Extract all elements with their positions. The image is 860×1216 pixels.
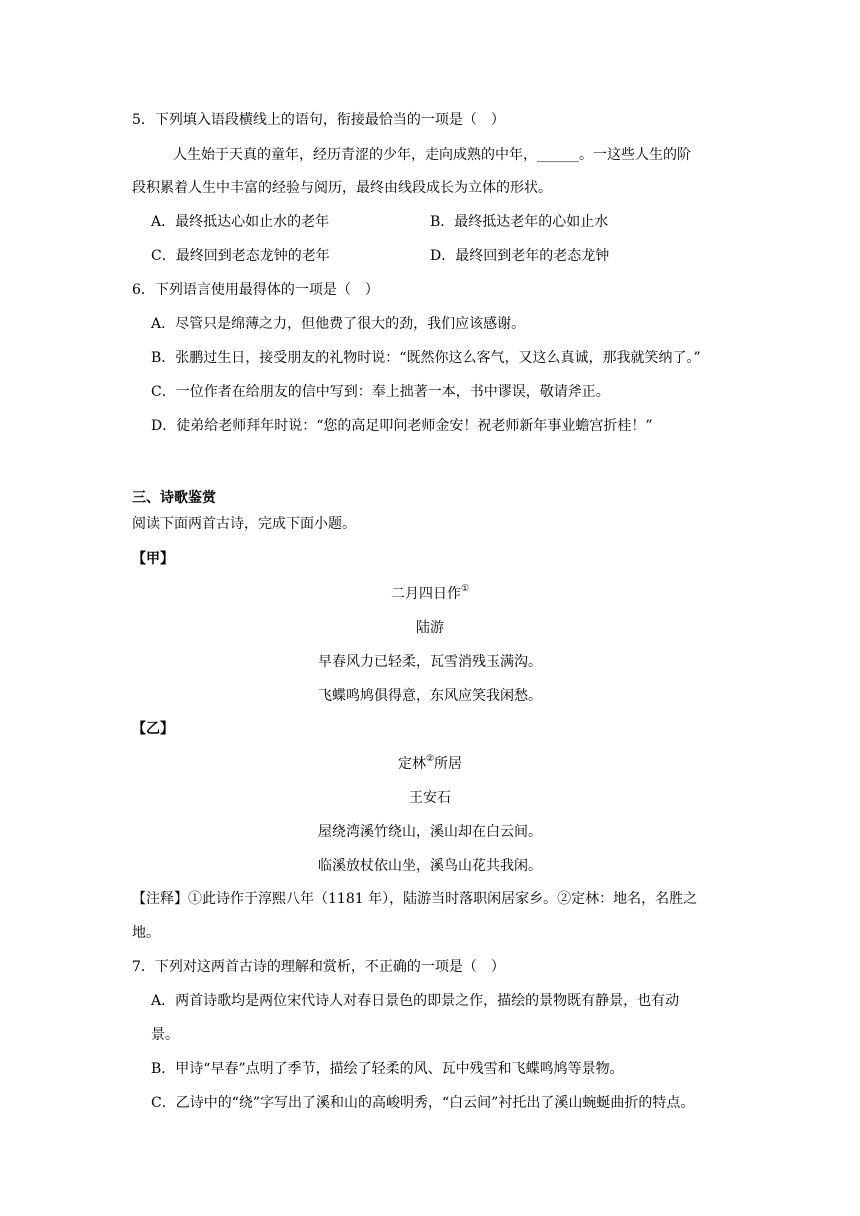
q5-stem: 5．下列填入语段横线上的语句，衔接最恰当的一项是（ ） <box>132 112 505 128</box>
q6-option-a: A．尽管只是绵薄之力，但他费了很大的劲，我们应该感谢。 <box>151 316 526 332</box>
q6-option-c: C．一位作者在给朋友的信中写到：奉上拙著一本，书中谬误，敬请斧正。 <box>151 384 610 400</box>
q5-option-b: B．最终抵达老年的心如止水 <box>430 214 609 230</box>
notes-line1: 【注释】①此诗作于淳熙八年（1181 年），陆游当时落职闲居家乡。②定林：地名，名胜之 <box>132 891 698 907</box>
q7-option-a-line1: A．两首诗歌均是两位宋代诗人对春日景色的即景之作，描绘的景物既有静景，也有动 <box>151 993 680 1009</box>
poem-yi-line2: 临溪放杖依山坐，溪鸟山花共我闲。 <box>318 858 542 874</box>
poem-yi-author: 王安石 <box>409 790 451 806</box>
poem-yi-line1: 屋绕湾溪竹绕山，溪山却在白云间。 <box>318 824 542 840</box>
q5-option-a: A．最终抵达心如止水的老年 <box>151 214 330 230</box>
q5-option-d: D．最终回到老年的老态龙钟 <box>430 248 610 264</box>
notes-line2: 地。 <box>132 925 160 941</box>
q7-option-b: B．甲诗“早春”点明了季节，描绘了轻柔的风、瓦中残雪和飞蝶鸣鸠等景物。 <box>151 1061 624 1077</box>
poem-jia-title: 二月四日作① <box>390 584 470 602</box>
poem-yi-marker: 【乙】 <box>132 721 174 737</box>
q7-option-a-line2: 景。 <box>151 1027 179 1043</box>
note-ref-1: ① <box>460 584 470 595</box>
q6-option-d: D．徒弟给老师拜年时说：“您的高足叩问老师金安！祝老师新年事业蟾宫折桂！” <box>151 418 653 434</box>
poem-jia-line2: 飞蝶鸣鸠俱得意，东风应笑我闲愁。 <box>318 688 542 704</box>
q6-option-b: B．张鹏过生日，接受朋友的礼物时说：“既然你这么客气，又这么真诚，那我就笑纳了。” <box>151 350 701 366</box>
q5-passage-line1: 人生始于天真的童年，经历青涩的少年，走向成熟的中年，______。一这些人生的阶 <box>173 147 691 163</box>
poem-jia-marker: 【甲】 <box>132 551 174 567</box>
section-instruction: 阅读下面两首古诗，完成下面小题。 <box>132 516 356 532</box>
note-ref-2: ② <box>425 754 435 765</box>
poem-jia-author: 陆游 <box>416 620 444 636</box>
q7-stem: 7．下列对这两首古诗的理解和赏析，不正确的一项是（ ） <box>132 959 505 975</box>
q7-option-c: C．乙诗中的“绕”字写出了溪和山的高峻明秀，“白云间”衬托出了溪山蜿蜒曲折的特点。 <box>151 1095 695 1111</box>
q6-stem: 6．下列语言使用最得体的一项是（ ） <box>132 282 379 298</box>
poem-yi-title: 定林②所居 <box>397 754 463 772</box>
q5-passage-line2: 段积累着人生中丰富的经验与阅历，最终由线段成长为立体的形状。 <box>132 180 552 196</box>
poem-jia-line1: 早春风力已轻柔，瓦雪消残玉满沟。 <box>318 654 542 670</box>
section-heading: 三、诗歌鉴赏 <box>132 490 216 506</box>
q5-option-c: C．最终回到老态龙钟的老年 <box>151 248 330 264</box>
